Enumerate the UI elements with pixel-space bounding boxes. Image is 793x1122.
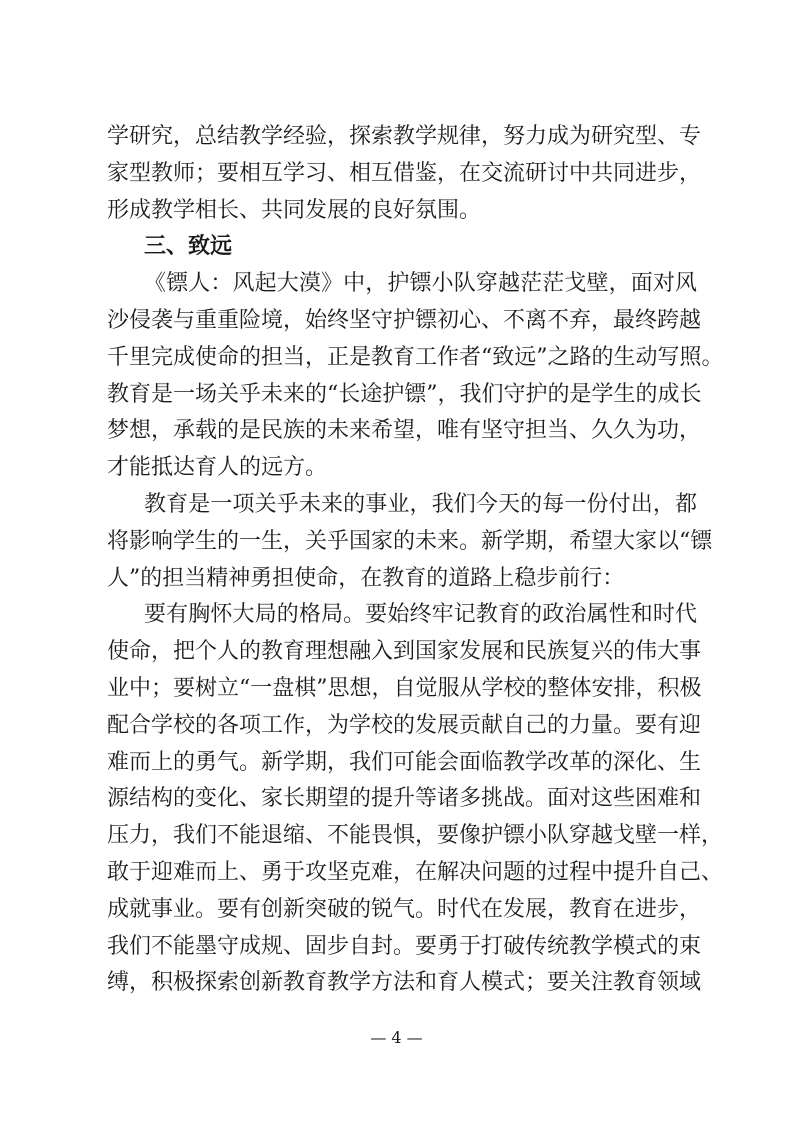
- text-line: 沙侵袭与重重险境，始终坚守护镖初心、不离不弃，最终跨越: [107, 307, 702, 333]
- text-line: 千里完成使命的担当，正是教育工作者“致远”之路的生动写照。: [107, 344, 724, 370]
- text-line: 教育是一场关乎未来的“长途护镖”，我们守护的是学生的成长: [107, 381, 702, 407]
- text-line: 梦想，承载的是民族的未来希望，唯有坚守担当、久久为功，: [107, 418, 702, 444]
- text-line: 《镖人：风起大漠》中，护镖小队穿越茫茫戈壁，面对风: [144, 271, 697, 297]
- text-line: 形成教学相长、共同发展的良好氛围。: [107, 197, 482, 223]
- paragraph: [107, 487, 713, 597]
- text-line: 教育是一项关乎未来的事业，我们今天的每一份付出，都: [144, 491, 697, 517]
- text-line: 使命，把个人的教育理想融入到国家发展和民族复兴的伟大事: [107, 639, 702, 665]
- text-line: 人”的担当精神勇担使命，在教育的道路上稳步前行：: [107, 565, 625, 591]
- text-line: 要有胸怀大局的格局。要始终牢记教育的政治属性和时代: [144, 602, 697, 628]
- text-line: 业中；要树立“一盘棋”思想，自觉服从学校的整体安排，积极: [107, 675, 702, 701]
- text-line: 缚，积极探索创新教育教学方法和育人模式；要关注教育领域: [107, 970, 702, 996]
- text-line: 将影响学生的一生，关乎国家的未来。新学期，希望大家以“镖: [107, 528, 713, 554]
- text-line: 难而上的勇气。新学期，我们可能会面临教学改革的深化、生: [107, 749, 702, 775]
- text-line: 家型教师；要相互学习、相互借鉴，在交流研讨中共同进步，: [107, 160, 702, 186]
- text-line: 压力，我们不能退缩、不能畏惧，要像护镖小队穿越戈壁一样，: [107, 823, 724, 849]
- text-line: 配合学校的各项工作，为学校的发展贡献自己的力量。要有迎: [107, 712, 702, 738]
- page-number: — 4 —: [370, 1028, 423, 1047]
- paragraph: [107, 266, 724, 487]
- text-line: 学研究，总结教学经验，探索教学规律，努力成为研究型、专: [107, 124, 702, 149]
- text-line: 敢于迎难而上、勇于攻坚克难，在解决问题的过程中提升自己、: [107, 859, 724, 885]
- text-line: 三、致远: [144, 234, 233, 260]
- text-line: 才能抵达育人的远方。: [107, 455, 328, 481]
- section-heading: [107, 229, 697, 266]
- text-line: 成就事业。要有创新突破的锐气。时代在发展，教育在进步，: [107, 896, 702, 922]
- document-body: [107, 119, 724, 1002]
- text-line: 源结构的变化、家长期望的提升等诸多挑战。面对这些困难和: [107, 786, 702, 812]
- text-line: 我们不能墨守成规、固步自封。要勇于打破传统教学模式的束: [107, 933, 702, 959]
- paragraph: [107, 119, 702, 229]
- paragraph: [107, 597, 724, 1002]
